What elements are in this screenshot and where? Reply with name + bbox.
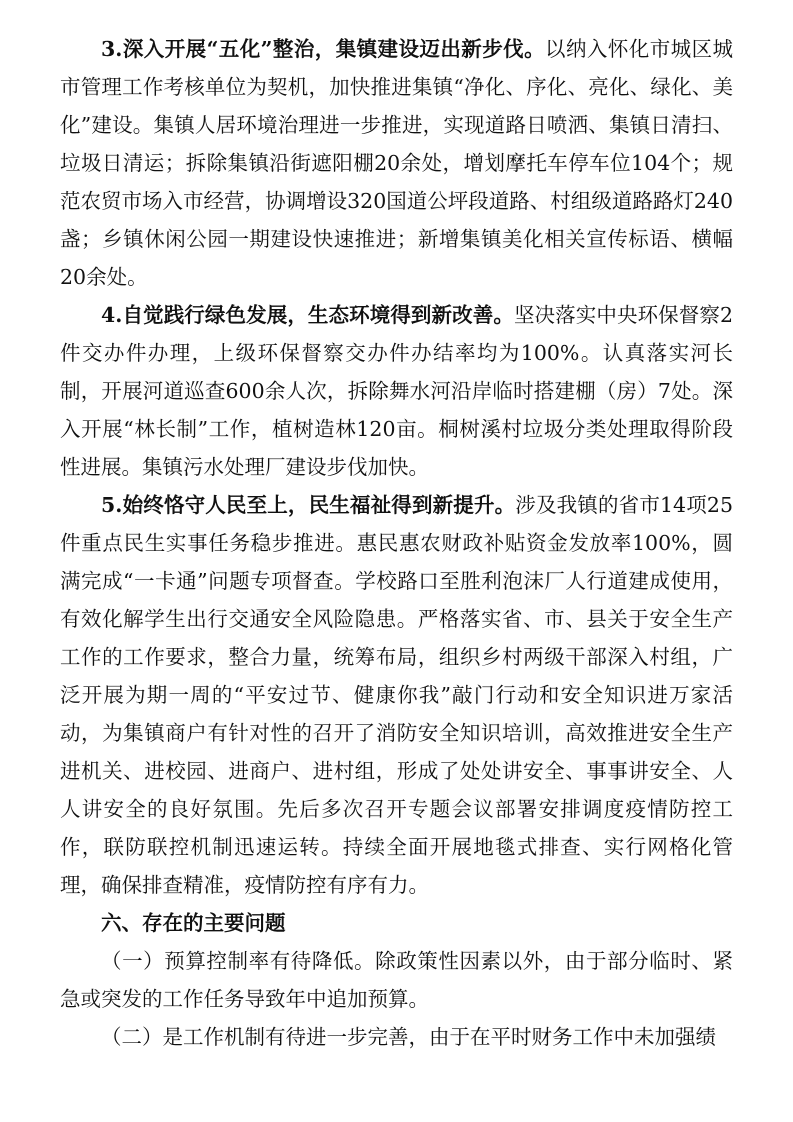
paragraph-4-body: 坚决落实中央环保督察2件交办件办理，上级环保督察交办件办结率均为100%。认真落实河长制，开展河道巡查600余人次，拆除舞水河沿岸临时搭建棚（房）7处。深入开展“林长制”工作，植树造林120亩。桐树溪村垃圾分类处理取得阶段性进展。集镇污水处理厂建设步伐加快。 — [60, 303, 733, 479]
paragraph-5 — [60, 486, 733, 904]
paragraph-5-lead: 5.始终恪守人民至上，民生福祉得到新提升。 — [101, 493, 516, 517]
paragraph-3-body: 以纳入怀化市城区城市管理工作考核单位为契机，加快推进集镇“净化、序化、亮化、绿化、美化”建设。集镇人居环境治理进一步推进，实现道路日喷洒、集镇日清扫、垃圾日清运；拆除集镇沿街遮阳棚20余处，增划摩托车停车位104个；规范农贸市场入市经营，协调增设320国道公坪段道路、村组级道路路灯240盏；乡镇休闲公园一期建设快速推进；新增集镇美化相关宣传标语、横幅20余处。 — [60, 37, 734, 289]
paragraph-3 — [60, 30, 733, 296]
paragraph-3-lead: 3.深入开展“五化”整治，集镇建设迈出新步伐。 — [101, 37, 546, 61]
paragraph-4 — [60, 296, 733, 486]
paragraph-5-body: 涉及我镇的省市14项25件重点民生实事任务稳步推进。惠民惠农财政补贴资金发放率100%，圆满完成“一卡通”问题专项督查。学校路口至胜利泡沫厂人行道建成使用，有效化解学生出行交通安全风险隐患。严格落实省、市、县关于安全生产工作的工作要求，整合力量，统筹布局，组织乡村两级干部深入村组，广泛开展为期一周的“平安过节、健康你我”敲门行动和安全知识进万家活动，为集镇商户有针对性的召开了消防安全知识培训，高效推进安全生产进机关、进校园、进商户、进村组，形成了处处讲安全、事事讲安全、人人讲安全的良好氛围。先后多次召开专题会议部署安排调度疫情防控工作，联防联控机制迅速运转。持续全面开展地毯式排查、实行网格化管理，确保排查精准，疫情防控有序有力。 — [60, 493, 733, 897]
problem-item-1: （一）预算控制率有待降低。除政策性因素以外，由于部分临时、紧急或突发的工作任务导致年中追加预算。 — [60, 949, 733, 1011]
problem-item-2: （二）是工作机制有待进一步完善，由于在平时财务工作中未加强绩 — [101, 1025, 716, 1049]
paragraph-4-lead: 4.自觉践行绿色发展，生态环境得到新改善。 — [101, 303, 514, 327]
section-heading-6: 六、存在的主要问题 — [101, 911, 286, 935]
document-page — [60, 30, 733, 1056]
